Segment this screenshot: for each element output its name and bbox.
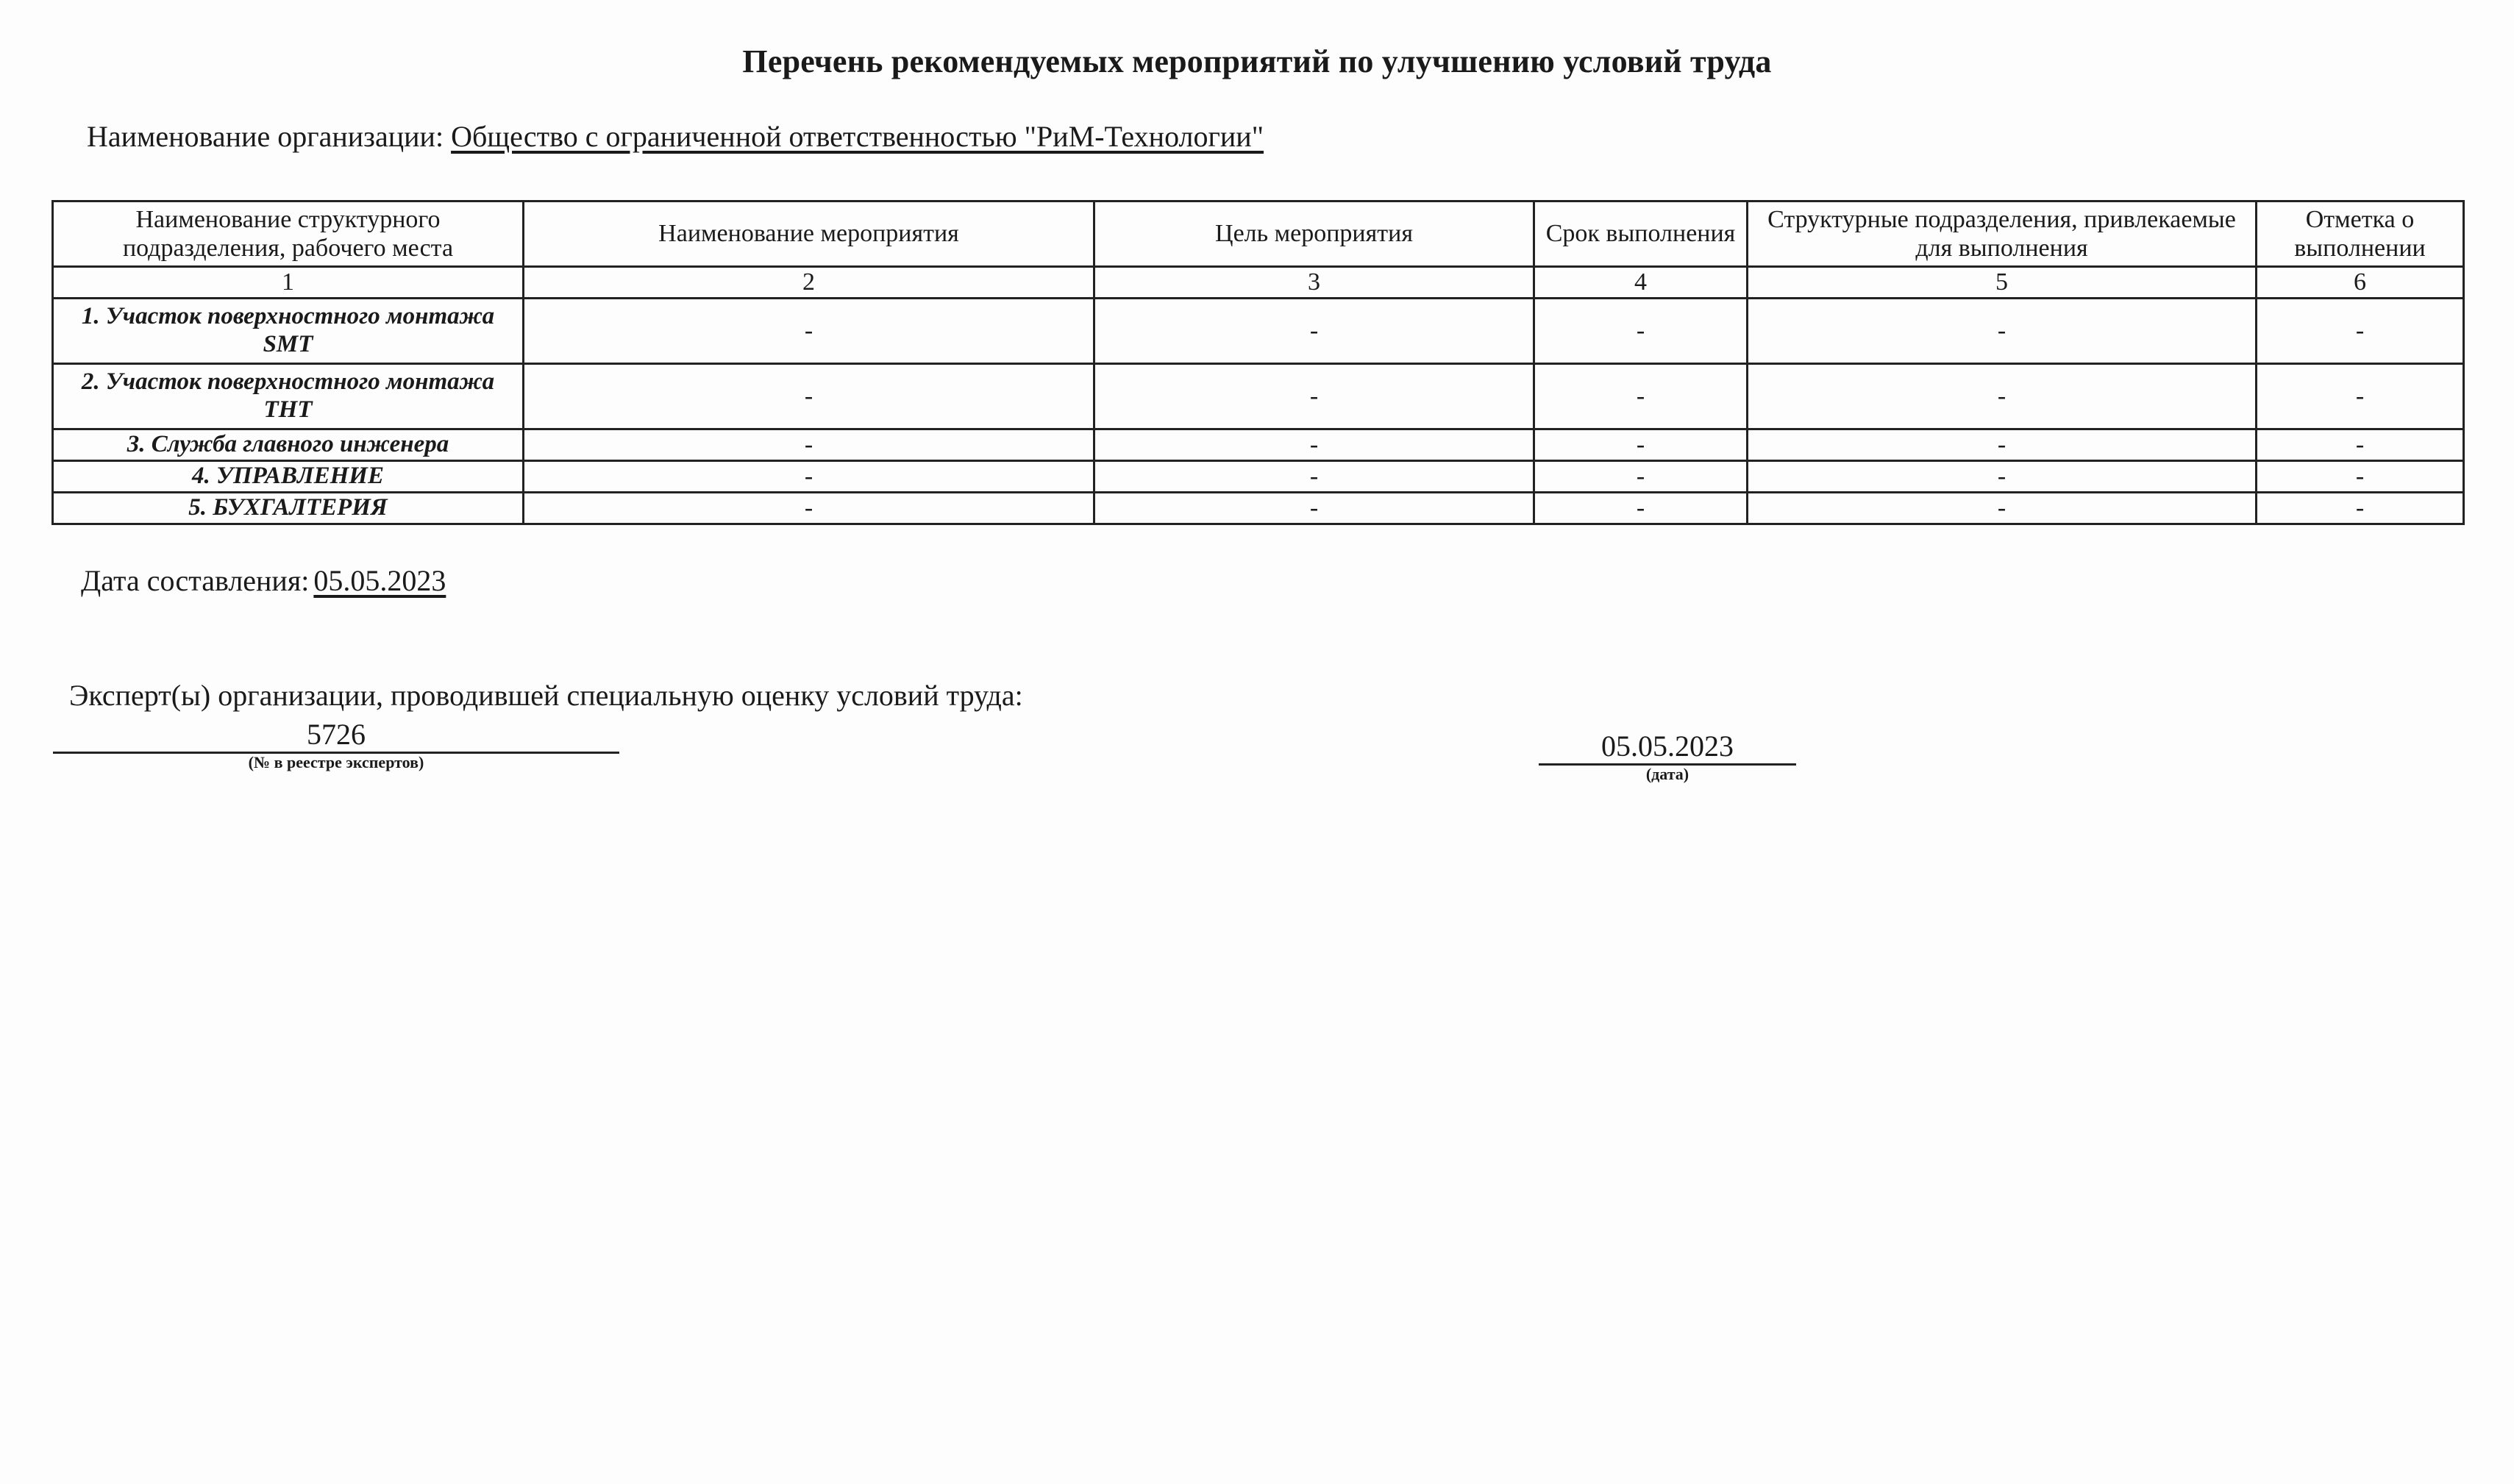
deadline-cell: - <box>1534 299 1748 364</box>
measure-goal-cell: - <box>1094 364 1534 429</box>
deadline-cell: - <box>1534 493 1748 524</box>
department-name: 1. Участок поверхностного монтажа SMT <box>53 299 524 364</box>
department-name: 3. Служба главного инженера <box>53 429 524 461</box>
completion-mark-cell: - <box>2257 461 2464 493</box>
compiled-date-line <box>81 563 450 598</box>
column-number: 3 <box>1094 267 1534 299</box>
involved-departments-cell: - <box>1748 429 2257 461</box>
measure-goal-cell: - <box>1094 299 1534 364</box>
header-deadline: Срок выполнения <box>1534 201 1748 267</box>
document-title: Перечень рекомендуемых мероприятий по улучшению условий труда <box>742 43 1772 79</box>
column-numbers-row <box>53 267 2464 299</box>
table-header-row <box>53 201 2464 267</box>
compiled-date-value: 05.05.2023 <box>313 564 446 597</box>
compiled-date-label: Дата составления: <box>81 564 310 597</box>
table-row <box>53 493 2464 524</box>
column-number: 5 <box>1748 267 2257 299</box>
involved-departments-cell: - <box>1748 461 2257 493</box>
measure-name-cell: - <box>524 429 1094 461</box>
measure-name-cell: - <box>524 461 1094 493</box>
table-row <box>53 364 2464 429</box>
header-involved-departments: Структурные подразделения, привлекаемые для выполнения <box>1748 201 2257 267</box>
deadline-cell: - <box>1534 364 1748 429</box>
measure-name-cell: - <box>524 299 1094 364</box>
header-completion-mark: Отметка о выполнении <box>2257 201 2464 267</box>
header-department: Наименование структурного подразделения, рабочего места <box>53 201 524 267</box>
completion-mark-cell: - <box>2257 493 2464 524</box>
expert-date-block <box>1539 729 1796 783</box>
measure-goal-cell: - <box>1094 429 1534 461</box>
measures-table <box>51 200 2465 525</box>
department-name: 4. УПРАВЛЕНИЕ <box>53 461 524 493</box>
department-name: 5. БУХГАЛТЕРИЯ <box>53 493 524 524</box>
measure-goal-cell: - <box>1094 493 1534 524</box>
involved-departments-cell: - <box>1748 364 2257 429</box>
involved-departments-cell: - <box>1748 493 2257 524</box>
date-caption: (дата) <box>1645 765 1689 783</box>
column-number: 6 <box>2257 267 2464 299</box>
deadline-cell: - <box>1534 429 1748 461</box>
department-name: 2. Участок поверхностного монтажа THT <box>53 364 524 429</box>
column-number: 1 <box>53 267 524 299</box>
registry-caption: (№ в реестре экспертов) <box>248 753 424 771</box>
header-measure-name: Наименование мероприятия <box>524 201 1094 267</box>
organization-label: Наименование организации: <box>87 120 444 153</box>
completion-mark-cell: - <box>2257 364 2464 429</box>
measure-name-cell: - <box>524 493 1094 524</box>
completion-mark-cell: - <box>2257 299 2464 364</box>
table-row <box>53 429 2464 461</box>
table-row <box>53 461 2464 493</box>
involved-departments-cell: - <box>1748 299 2257 364</box>
organization-line <box>87 119 1283 154</box>
measure-name-cell: - <box>524 364 1094 429</box>
expert-registry-block <box>53 718 619 771</box>
column-number: 2 <box>524 267 1094 299</box>
expert-registry-number: 5726 <box>307 718 366 751</box>
organization-name: Общество с ограниченной ответственностью "РиМ-Технологии" <box>451 120 1264 153</box>
deadline-cell: - <box>1534 461 1748 493</box>
expert-date-value: 05.05.2023 <box>1601 729 1734 763</box>
completion-mark-cell: - <box>2257 429 2464 461</box>
table-row <box>53 299 2464 364</box>
measure-goal-cell: - <box>1094 461 1534 493</box>
expert-label: Эксперт(ы) организации, проводившей специальную оценку условий труда: <box>69 679 1023 712</box>
column-number: 4 <box>1534 267 1748 299</box>
header-measure-goal: Цель мероприятия <box>1094 201 1534 267</box>
